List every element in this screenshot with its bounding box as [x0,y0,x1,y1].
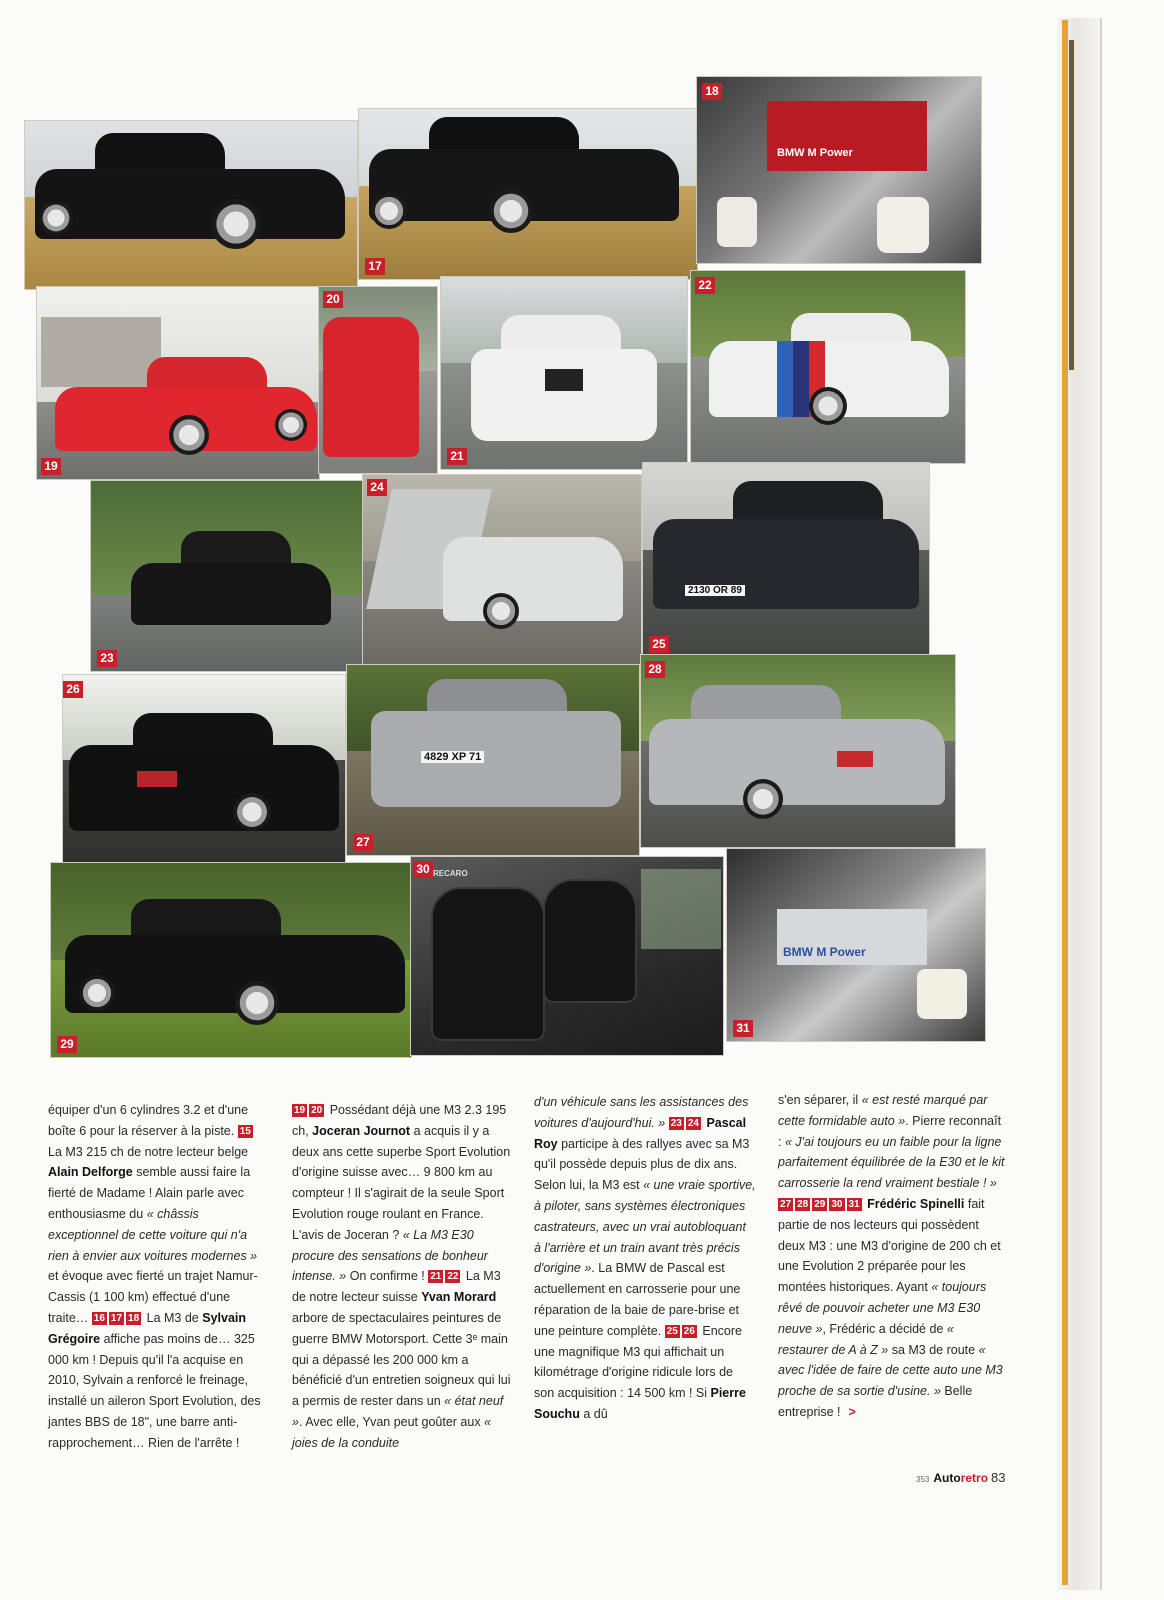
quote: « restaurer de A à Z » [778,1321,954,1357]
quote: « une vraie sportive, à piloter, sans systèmes électroniques castrateurs, avec un vrai autobloquant à l'arrière et un train avant très précis d'origine » [534,1178,756,1276]
photo-27 [346,664,640,856]
photo-number-24: 24 [367,479,387,496]
col2-text: La M3 de notre lecteur suisse [292,1269,501,1305]
license-plate: 2130 OR 89 [685,585,745,596]
quote: « est resté marqué par cette formidable auto » [778,1093,988,1128]
photo-number-25: 25 [649,636,669,653]
license-plate: 4829 XP 71 [421,751,484,763]
photo-number-30: 30 [413,861,433,878]
quote: « état neuf » [292,1394,504,1429]
magazine-name-part2: retro [960,1471,989,1485]
photo-number-17: 17 [365,258,385,275]
ref-tag: 15 [239,1125,251,1137]
photo-24 [362,474,642,666]
page-edge-stripe [1062,20,1068,1585]
owner-name: Frédéric Spinelli [867,1196,965,1211]
col1-text: affiche pas moins de… 325 000 km ! Depuis qu'il l'a acquise en 2010, Sylvain a renforcé le freinage, installé un aileron Sport Evolution, des jantes BBS de 18", une barre anti-rapprochement… Rien de l'arrête ! [48,1331,261,1450]
ref-tag: 18 [128,1312,140,1324]
owner-name: Sylvain Grégoire [48,1310,247,1346]
engine-cover-text: BMW M Power [783,945,866,959]
photo-16 [24,120,358,290]
magazine-name-part1: Auto [933,1471,961,1485]
ref-tag: 29 [814,1198,826,1210]
col2-text: Possédant déjà une M3 2.3 195 ch, [292,1103,507,1138]
owner-name: Pierre Souchu [534,1386,746,1421]
col1-text: La M3 de [143,1310,203,1325]
text-column-4 [778,1090,1006,1423]
ref-tag: 19 [294,1105,306,1116]
col3-text: a dû [579,1406,608,1421]
photo-25 [642,462,930,658]
col1-text: semble aussi faire la fierté de Madame ! Alain parle avec enthousiasme du [48,1165,251,1221]
quote: « toujours rêvé de pouvoir acheter une M3 E30 neuve » [778,1280,987,1336]
photo-28 [640,654,956,848]
ref-tag: 31 [848,1198,860,1210]
photo-20 [318,286,438,474]
page-edge-line [1100,18,1102,1590]
photo-number-31: 31 [733,1020,753,1037]
col2-text: . Avec elle, Yvan peut goûter aux [298,1414,485,1429]
col4-text: , Frédéric a décidé de [822,1321,947,1336]
owner-name: Pascal Roy [534,1115,747,1151]
ref-tag: 16 [93,1312,105,1324]
col4-text: Belle entreprise ! [778,1384,973,1419]
quote: « joies de la conduite [292,1414,491,1450]
page-number: 83 [991,1470,1006,1485]
col4-text: . Pierre reconnaît : [778,1113,1002,1149]
ref-tag: 26 [683,1325,695,1337]
photo-31 [726,848,986,1042]
photo-number-19: 19 [41,458,61,475]
col1-text: et évoque avec fierté un trajet Namur-Cassis (1 100 km) effectué d'une traite… [48,1269,258,1325]
photo-number-27: 27 [353,834,373,851]
ref-tag: 25 [666,1325,678,1337]
ref-tag: 27 [780,1198,792,1210]
photo-number-22: 22 [695,277,715,294]
ref-tag: 21 [430,1271,442,1283]
photo-29 [50,862,412,1058]
text-column-2 [292,1100,514,1454]
col1-text: La M3 215 ch de notre lecteur belge [48,1144,249,1159]
continue-arrow-icon: > [848,1404,856,1419]
col3-text: Encore une magnifique M3 qui affichait un kilométrage d'origine ridicule lors de son acquisition : 14 500 km ! Si [534,1323,742,1401]
quote: d'un véhicule sans les assistances des voitures d'aujourd'hui. » [534,1095,749,1130]
photo-number-20: 20 [323,291,343,308]
owner-name: Joceran Journot [312,1123,411,1138]
col2-text: a acquis il y a deux ans cette superbe Sport Evolution d'origine suisse avec… 9 800 km au compteur ! Il s'agirait de la seule Sport Evolution rouge roulant en France. L'avis de Joceran ? [292,1123,511,1242]
ref-tag: 28 [797,1198,809,1210]
photo-30 [410,856,724,1056]
owner-name: Yvan Morard [421,1290,497,1305]
quote: « châssis exceptionnel de cette voiture qui n'a rien à envier aux voitures modernes » [48,1206,258,1263]
photo-number-23: 23 [97,650,117,667]
col4-text: sa M3 de route [888,1342,979,1357]
photo-number-29: 29 [57,1036,77,1053]
ref-tag: 22 [447,1271,459,1283]
page-edge-dark-stripe [1069,40,1074,370]
issue-number: 353 [916,1475,930,1484]
col3-text: . La BMW de Pascal est actuellement en carrosserie pour une réparation de la baie de pare-brise et une peinture complète. [534,1261,741,1338]
photo-22 [690,270,966,464]
engine-cover-text: BMW M Power [777,147,853,159]
ref-tag: 24 [687,1117,699,1129]
photo-number-21: 21 [447,448,467,465]
owner-name: Alain Delforge [48,1165,133,1180]
page-footer [916,1470,1006,1485]
photo-23 [90,480,364,672]
col2-text: arbore de spectaculaires peintures de guerre BMW Motorsport. Cette 3ᵉ main qui a dépassé les 200 000 km a bénéficié d'un entretien soigneux qui lui a permis de rester dans un [292,1310,511,1409]
text-column-3 [534,1092,756,1425]
ref-tag: 30 [831,1198,843,1210]
ref-tag: 17 [110,1312,123,1324]
ref-tag: 20 [311,1105,323,1116]
col4-text: s'en séparer, il [778,1093,862,1107]
col3-text: participe à des rallyes avec sa M3 qu'il possède depuis plus de dix ans. Selon lui, la M3 est [534,1136,750,1193]
photo-18 [696,76,982,264]
quote: « avec l'idée de faire de cette auto une M3 proche de sa sortie d'usine. » [778,1342,1003,1399]
col1-text: équiper d'un 6 cylindres 3.2 et d'une boîte 6 pour la réserver à la piste. [48,1103,249,1138]
photo-26 [62,674,346,864]
photo-number-26: 26 [63,681,83,698]
photo-number-28: 28 [645,661,665,678]
ref-tag: 23 [670,1117,682,1129]
photo-17 [358,108,698,280]
photo-number-18: 18 [702,83,722,100]
photo-21 [440,276,688,470]
seat-brand-text: RECARO [433,869,468,878]
col2-text: On confirme ! [346,1269,425,1284]
photo-19 [36,286,320,480]
col4-text: fait partie de nos lecteurs qui possèdent deux M3 : une M3 d'origine de 200 ch et une Evolution 2 préparée pour les montées historiques. Ayant [778,1196,1001,1295]
text-column-1 [48,1100,270,1454]
quote: « J'ai toujours eu un faible pour la ligne parfaitement équilibrée de la E30 et le kit carrosserie la rend vraiment bestiale ! » [778,1134,1005,1191]
quote: « La M3 E30 procure des sensations de bonheur intense. » [292,1227,488,1284]
